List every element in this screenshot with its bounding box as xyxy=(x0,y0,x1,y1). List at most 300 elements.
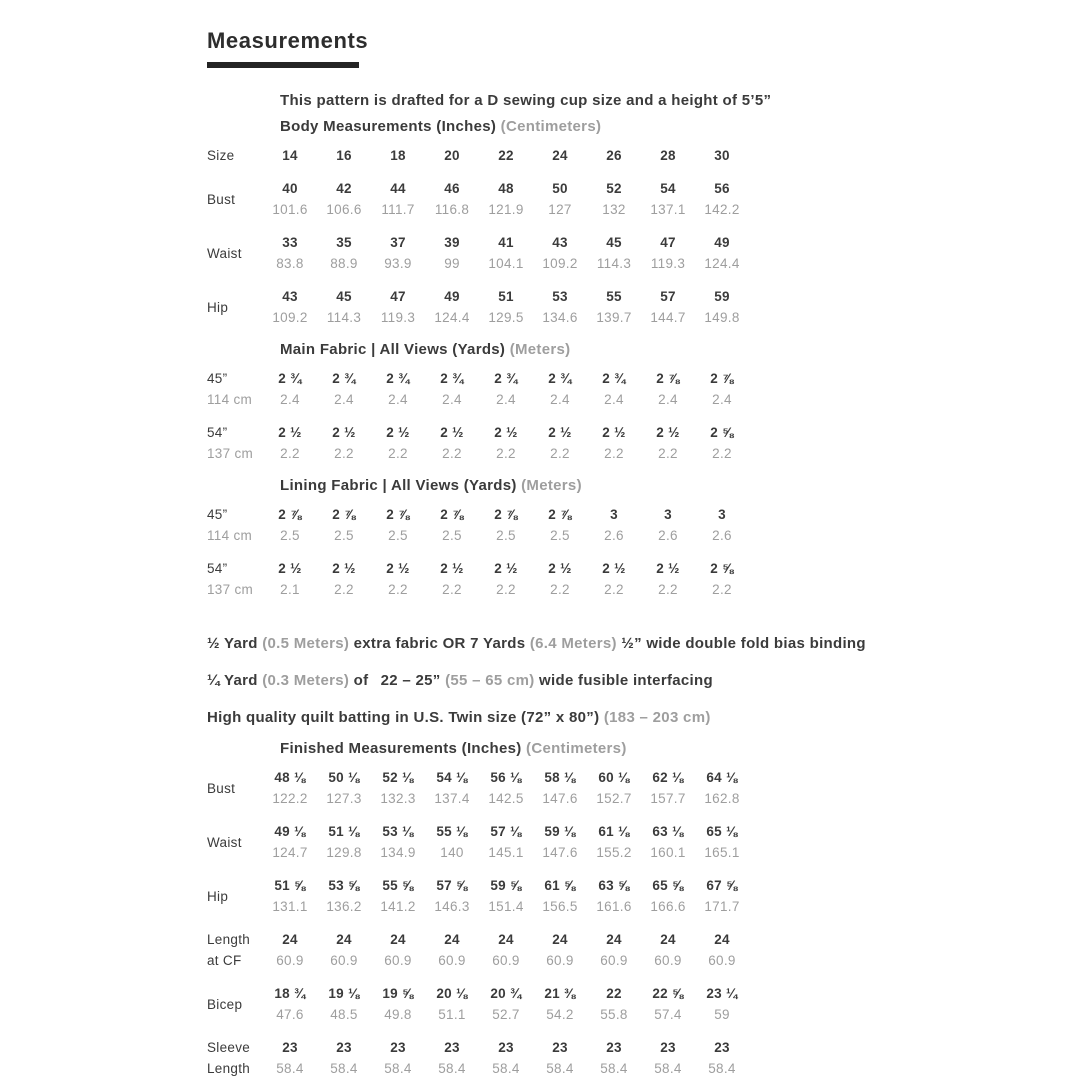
cm-value: 2.2 xyxy=(604,446,624,461)
value-cell xyxy=(371,929,425,971)
cm-value: 147.6 xyxy=(542,845,578,860)
row-label-line: Bust xyxy=(207,780,236,796)
cm-value: 119.3 xyxy=(650,256,686,271)
cm-value: 111.7 xyxy=(381,202,415,217)
inch-value: 24 xyxy=(552,932,568,947)
value-cell xyxy=(695,1037,749,1079)
cm-value: 134.6 xyxy=(542,310,578,325)
cm-value: 2.4 xyxy=(604,392,624,407)
cm-value: 2.4 xyxy=(280,392,300,407)
value-cell xyxy=(587,145,641,166)
inch-value: 2 ½ xyxy=(548,561,572,576)
value-cell xyxy=(425,286,479,328)
row-values xyxy=(263,286,749,328)
row-label xyxy=(207,189,263,210)
inch-value: 50 xyxy=(552,181,568,196)
inch-value: 3 xyxy=(664,507,672,522)
inch-value: 53 xyxy=(552,289,568,304)
cm-value: 51.1 xyxy=(438,1007,466,1022)
row-values xyxy=(263,1037,749,1079)
note-text: High quality quilt batting in U.S. Twin size (72” x 80”) xyxy=(207,709,604,726)
section-heading xyxy=(280,337,1080,363)
inch-value: 52 ⅛ xyxy=(382,770,414,785)
value-cell xyxy=(641,232,695,274)
cm-value: 127 xyxy=(548,202,572,217)
inch-value: 54 xyxy=(660,181,676,196)
inch-value: 2 ½ xyxy=(278,561,302,576)
value-cell xyxy=(479,178,533,220)
cm-value: 152.7 xyxy=(596,791,632,806)
inch-value: 2 ½ xyxy=(386,425,410,440)
cm-value: 60.9 xyxy=(384,953,412,968)
value-cell xyxy=(533,558,587,600)
row-values xyxy=(263,178,749,220)
inch-value: 23 xyxy=(444,1040,460,1055)
section-finished-measurements xyxy=(207,736,1080,1088)
value-cell xyxy=(533,875,587,917)
value-cell xyxy=(371,178,425,220)
spacer xyxy=(207,600,1080,609)
inch-value: 24 xyxy=(714,932,730,947)
row-label-line: Waist xyxy=(207,834,242,850)
inch-value: 26 xyxy=(606,148,622,163)
value-cell xyxy=(641,1037,695,1079)
row-label-line: Bust xyxy=(207,191,236,207)
cm-value: 160.1 xyxy=(650,845,686,860)
row-label xyxy=(207,243,263,264)
cm-value: 2.2 xyxy=(334,582,354,597)
cm-value: 60.9 xyxy=(492,953,520,968)
cm-value: 165.1 xyxy=(704,845,740,860)
inch-value: 2 ¾ xyxy=(332,371,356,386)
cm-value: 58.4 xyxy=(654,1061,682,1076)
inch-value: 22 ⅝ xyxy=(652,986,684,1001)
table-row xyxy=(207,178,1080,220)
value-cell xyxy=(533,178,587,220)
row-values xyxy=(263,821,749,863)
value-cell xyxy=(263,232,317,274)
cm-value: 134.9 xyxy=(380,845,416,860)
inch-value: 45 xyxy=(606,235,622,250)
inch-value: 56 ⅛ xyxy=(490,770,522,785)
inch-value: 63 ⅝ xyxy=(598,878,630,893)
note-text: of 22 – 25” xyxy=(349,672,446,689)
cm-value: 2.2 xyxy=(658,582,678,597)
cm-value: 60.9 xyxy=(438,953,466,968)
inch-value: 23 xyxy=(498,1040,514,1055)
cm-value: 60.9 xyxy=(330,953,358,968)
cm-value: 47.6 xyxy=(276,1007,304,1022)
inch-value: 2 ¾ xyxy=(278,371,302,386)
cm-value: 114.3 xyxy=(326,310,362,325)
cm-value: 60.9 xyxy=(546,953,574,968)
cm-value: 104.1 xyxy=(488,256,524,271)
heading-unit-alt: (Centimeters) xyxy=(521,740,627,757)
cm-value: 93.9 xyxy=(384,256,412,271)
inch-value: 2 ½ xyxy=(494,425,518,440)
inch-value: 18 ¾ xyxy=(274,986,306,1001)
inch-value: 20 xyxy=(444,148,460,163)
inch-value: 37 xyxy=(390,235,406,250)
inch-value: 19 ⅛ xyxy=(328,986,360,1001)
cm-value: 2.2 xyxy=(442,446,462,461)
cm-value: 142.5 xyxy=(488,791,524,806)
inch-value: 30 xyxy=(714,148,730,163)
cm-value: 2.4 xyxy=(550,392,570,407)
value-cell xyxy=(317,504,371,546)
row-label xyxy=(207,1037,263,1079)
value-cell xyxy=(533,232,587,274)
cm-value: 129.5 xyxy=(488,310,524,325)
inch-value: 50 ⅛ xyxy=(328,770,360,785)
value-cell xyxy=(317,232,371,274)
inch-value: 23 xyxy=(390,1040,406,1055)
value-cell xyxy=(317,145,371,166)
inch-value: 3 xyxy=(718,507,726,522)
inch-value: 2 ½ xyxy=(332,561,356,576)
cm-value: 2.4 xyxy=(496,392,516,407)
inch-value: 18 xyxy=(390,148,406,163)
note-text: ½” wide double fold bias binding xyxy=(616,635,866,652)
value-cell xyxy=(425,422,479,464)
value-cell xyxy=(479,875,533,917)
cm-value: 124.4 xyxy=(704,256,740,271)
heading-unit-alt: (Meters) xyxy=(516,477,582,494)
value-cell xyxy=(695,983,749,1025)
inch-value: 23 ¼ xyxy=(706,986,738,1001)
cm-value: 2.4 xyxy=(442,392,462,407)
cm-value: 52.7 xyxy=(492,1007,520,1022)
row-label xyxy=(207,422,263,464)
cm-value: 2.4 xyxy=(712,392,732,407)
value-cell xyxy=(479,983,533,1025)
section-main-fabric xyxy=(207,337,1080,473)
note-text: extra fabric OR 7 Yards xyxy=(349,635,530,652)
inch-value: 65 ⅛ xyxy=(706,824,738,839)
cm-value: 99 xyxy=(444,256,460,271)
inch-value: 2 ⅞ xyxy=(386,507,410,522)
inch-value: 67 ⅝ xyxy=(706,878,738,893)
cm-value: 131.1 xyxy=(272,899,308,914)
value-cell xyxy=(587,929,641,971)
cm-value: 155.2 xyxy=(596,845,632,860)
inch-value: 59 ⅝ xyxy=(490,878,522,893)
cm-value: 116.8 xyxy=(434,202,470,217)
cm-value: 60.9 xyxy=(708,953,736,968)
section-lining-fabric xyxy=(207,473,1080,609)
inch-value: 44 xyxy=(390,181,406,196)
cm-value: 132.3 xyxy=(380,791,416,806)
value-cell xyxy=(371,368,425,410)
value-cell xyxy=(263,368,317,410)
value-cell xyxy=(371,1037,425,1079)
value-cell xyxy=(533,368,587,410)
value-cell xyxy=(371,232,425,274)
value-cell xyxy=(317,875,371,917)
cm-value: 2.2 xyxy=(550,582,570,597)
inch-value: 51 ⅝ xyxy=(274,878,306,893)
inch-value: 64 ⅛ xyxy=(706,770,738,785)
cm-value: 146.3 xyxy=(434,899,470,914)
table-row xyxy=(207,232,1080,274)
value-cell xyxy=(371,983,425,1025)
inch-value: 49 xyxy=(444,289,460,304)
value-cell xyxy=(425,1037,479,1079)
value-cell xyxy=(479,929,533,971)
value-cell xyxy=(479,1037,533,1079)
value-cell xyxy=(695,178,749,220)
cm-value: 2.5 xyxy=(280,528,300,543)
value-cell xyxy=(263,875,317,917)
inch-value: 2 ⅞ xyxy=(440,507,464,522)
cm-value: 145.1 xyxy=(488,845,524,860)
row-label-line: 137 cm xyxy=(207,446,254,461)
note-text: ½ Yard xyxy=(207,635,263,652)
table-row xyxy=(207,422,1080,464)
row-values xyxy=(263,232,749,274)
spacer xyxy=(207,328,1080,337)
inch-value: 48 xyxy=(498,181,514,196)
cm-value: 109.2 xyxy=(542,256,578,271)
inch-value: 23 xyxy=(606,1040,622,1055)
cm-value: 2.6 xyxy=(604,528,624,543)
inch-value: 52 xyxy=(606,181,622,196)
row-label-line: 54” xyxy=(207,561,228,576)
value-cell xyxy=(587,767,641,809)
value-cell xyxy=(533,1037,587,1079)
cm-value: 157.7 xyxy=(650,791,686,806)
value-cell xyxy=(263,504,317,546)
value-cell xyxy=(587,178,641,220)
value-cell xyxy=(479,767,533,809)
inch-value: 61 ⅝ xyxy=(544,878,576,893)
cm-value: 2.5 xyxy=(334,528,354,543)
cm-value: 151.4 xyxy=(488,899,524,914)
inch-value: 2 ½ xyxy=(440,425,464,440)
inch-value: 2 ½ xyxy=(602,425,626,440)
inch-value: 45 xyxy=(336,289,352,304)
value-cell xyxy=(695,504,749,546)
inch-value: 55 ⅛ xyxy=(436,824,468,839)
row-label-line: 45” xyxy=(207,371,228,386)
value-cell xyxy=(425,767,479,809)
cm-value: 2.2 xyxy=(712,582,732,597)
value-cell xyxy=(263,821,317,863)
table-row xyxy=(207,1037,1080,1079)
inch-value: 2 ¾ xyxy=(602,371,626,386)
inch-value: 3 xyxy=(610,507,618,522)
inch-value: 61 ⅛ xyxy=(598,824,630,839)
cm-value: 101.6 xyxy=(272,202,308,217)
inch-value: 23 xyxy=(660,1040,676,1055)
cm-value: 2.2 xyxy=(550,446,570,461)
value-cell xyxy=(425,145,479,166)
value-cell xyxy=(641,422,695,464)
inch-value: 2 ⅞ xyxy=(656,371,680,386)
cm-value: 2.2 xyxy=(712,446,732,461)
value-cell xyxy=(371,422,425,464)
cm-value: 2.1 xyxy=(280,582,300,597)
row-label-line: Length xyxy=(207,932,251,947)
cm-value: 119.3 xyxy=(380,310,416,325)
inch-value: 43 xyxy=(282,289,298,304)
value-cell xyxy=(695,232,749,274)
table-row xyxy=(207,875,1080,917)
value-cell xyxy=(371,145,425,166)
inch-value: 2 ½ xyxy=(332,425,356,440)
inch-value: 42 xyxy=(336,181,352,196)
value-cell xyxy=(371,286,425,328)
inch-value: 47 xyxy=(390,289,406,304)
row-label-line: Size xyxy=(207,148,235,163)
cm-value: 2.6 xyxy=(658,528,678,543)
cm-value: 60.9 xyxy=(654,953,682,968)
row-label xyxy=(207,929,263,971)
inch-value: 2 ½ xyxy=(656,425,680,440)
value-cell xyxy=(263,767,317,809)
inch-value: 19 ⅝ xyxy=(382,986,414,1001)
cm-value: 54.2 xyxy=(546,1007,574,1022)
inch-value: 2 ⅞ xyxy=(710,371,734,386)
value-cell xyxy=(317,286,371,328)
cm-value: 142.2 xyxy=(704,202,740,217)
cm-value: 2.2 xyxy=(388,446,408,461)
inch-value: 47 xyxy=(660,235,676,250)
cm-value: 58.4 xyxy=(600,1061,628,1076)
cm-value: 171.7 xyxy=(704,899,740,914)
note-metric-text: (183 – 203 cm) xyxy=(603,709,711,726)
row-label-line: at CF xyxy=(207,953,242,968)
inch-value: 59 ⅛ xyxy=(544,824,576,839)
inch-value: 54 ⅛ xyxy=(436,770,468,785)
row-label-line: Sleeve xyxy=(207,1040,251,1055)
row-label-line: Hip xyxy=(207,299,229,315)
note-metric-text: (55 – 65 cm) xyxy=(445,672,535,689)
value-cell xyxy=(479,504,533,546)
value-cell xyxy=(263,558,317,600)
cm-value: 2.2 xyxy=(496,446,516,461)
content-container xyxy=(207,114,1080,1088)
value-cell xyxy=(587,286,641,328)
inch-value: 2 ½ xyxy=(656,561,680,576)
value-cell xyxy=(587,983,641,1025)
inch-value: 2 ⅞ xyxy=(332,507,356,522)
section-heading xyxy=(280,736,1080,762)
inch-value: 23 xyxy=(336,1040,352,1055)
cm-value: 60.9 xyxy=(276,953,304,968)
value-cell xyxy=(479,422,533,464)
value-cell xyxy=(587,232,641,274)
inch-value: 24 xyxy=(552,148,568,163)
row-label xyxy=(207,778,263,799)
value-cell xyxy=(533,767,587,809)
value-cell xyxy=(479,232,533,274)
value-cell xyxy=(263,286,317,328)
row-values xyxy=(263,504,749,546)
inch-value: 23 xyxy=(714,1040,730,1055)
cm-value: 58.4 xyxy=(708,1061,736,1076)
value-cell xyxy=(533,983,587,1025)
value-cell xyxy=(263,1037,317,1079)
row-label-line: 45” xyxy=(207,507,228,522)
table-row xyxy=(207,286,1080,328)
inch-value: 39 xyxy=(444,235,460,250)
row-label-line: Length xyxy=(207,1061,251,1076)
heading-unit-alt: (Centimeters) xyxy=(496,118,602,135)
row-values xyxy=(263,875,749,917)
inch-value: 24 xyxy=(390,932,406,947)
row-label xyxy=(207,368,263,410)
value-cell xyxy=(641,875,695,917)
value-cell xyxy=(425,368,479,410)
row-values xyxy=(263,983,749,1025)
value-cell xyxy=(695,767,749,809)
cm-value: 124.4 xyxy=(434,310,470,325)
cm-value: 83.8 xyxy=(276,256,304,271)
cm-value: 2.5 xyxy=(442,528,462,543)
value-cell xyxy=(641,504,695,546)
inch-value: 40 xyxy=(282,181,298,196)
value-cell xyxy=(479,821,533,863)
value-cell xyxy=(587,875,641,917)
table-row xyxy=(207,983,1080,1025)
cm-value: 2.2 xyxy=(388,582,408,597)
value-cell xyxy=(695,875,749,917)
cm-value: 48.5 xyxy=(330,1007,358,1022)
value-cell xyxy=(533,929,587,971)
row-label-line: Hip xyxy=(207,888,229,904)
value-cell xyxy=(425,504,479,546)
note-line xyxy=(207,625,1080,662)
inch-value: 23 xyxy=(552,1040,568,1055)
row-values xyxy=(263,558,749,600)
cm-value: 2.2 xyxy=(496,582,516,597)
value-cell xyxy=(479,286,533,328)
value-cell xyxy=(317,178,371,220)
inch-value: 22 xyxy=(606,986,622,1001)
inch-value: 2 ⅞ xyxy=(548,507,572,522)
value-cell xyxy=(695,821,749,863)
value-cell xyxy=(371,821,425,863)
cm-value: 156.5 xyxy=(542,899,578,914)
inch-value: 60 ⅛ xyxy=(598,770,630,785)
inch-value: 49 xyxy=(714,235,730,250)
value-cell xyxy=(317,767,371,809)
value-cell xyxy=(479,368,533,410)
value-cell xyxy=(371,767,425,809)
cm-value: 139.7 xyxy=(596,310,632,325)
value-cell xyxy=(425,929,479,971)
heading-text: Main Fabric | All Views (Yards) xyxy=(280,341,506,358)
inch-value: 16 xyxy=(336,148,352,163)
cm-value: 58.4 xyxy=(492,1061,520,1076)
inch-value: 65 ⅝ xyxy=(652,878,684,893)
inch-value: 43 xyxy=(552,235,568,250)
table-row xyxy=(207,821,1080,863)
value-cell xyxy=(641,178,695,220)
cm-value: 106.6 xyxy=(326,202,362,217)
value-cell xyxy=(425,232,479,274)
row-values xyxy=(263,368,749,410)
cm-value: 149.8 xyxy=(704,310,740,325)
inch-value: 2 ½ xyxy=(386,561,410,576)
cm-value: 58.4 xyxy=(438,1061,466,1076)
value-cell xyxy=(587,368,641,410)
section-supply-notes xyxy=(207,625,1080,736)
cm-value: 2.4 xyxy=(334,392,354,407)
intro-text: This pattern is drafted for a D sewing cup size and a height of 5’5” xyxy=(280,92,772,109)
value-cell xyxy=(533,145,587,166)
